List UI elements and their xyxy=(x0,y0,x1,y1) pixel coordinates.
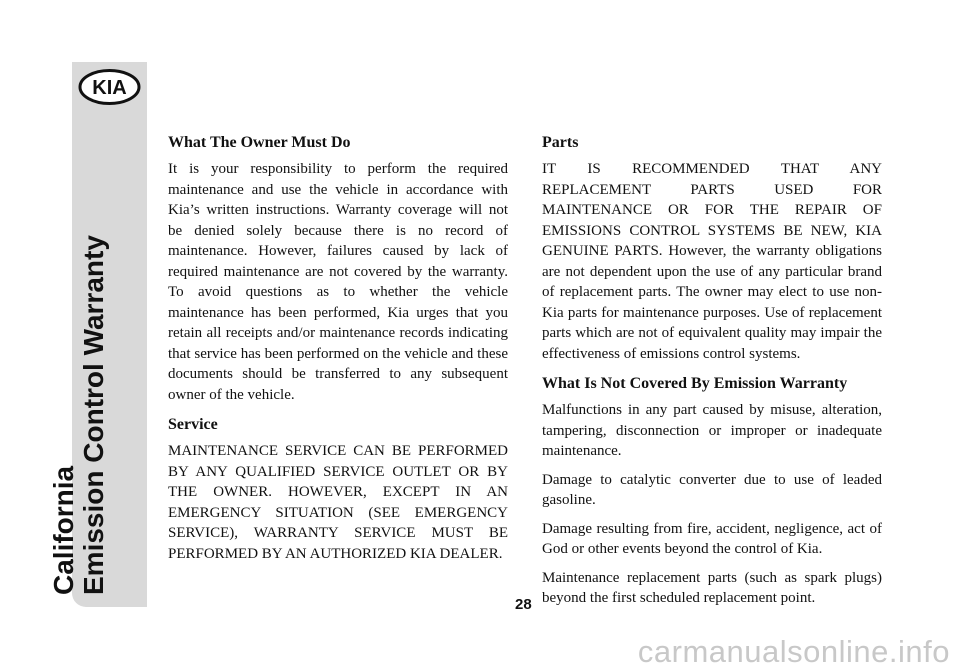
heading-parts: Parts xyxy=(542,134,579,151)
section-title-line2: Emission Control Warranty xyxy=(78,235,109,595)
heading-service: Service xyxy=(168,416,218,433)
kia-logo-text: KIA xyxy=(92,77,127,99)
parts-paragraph: IT IS RECOMMENDED THAT ANY REPLACEMENT PARTS USED FOR MAINTENANCE OR FOR THE REPAIR OF EMISSIONS CONTROL SYSTEMS BE NEW, KIA GENUINE PARTS. However, the warranty obligations are not dependent upon the use of any particular brand of replacement parts. The owner may elect to use non-Kia parts for maintenance purposes. Use of replacement parts which are not of equivalent quality may impair the effectiveness of emissions control systems. xyxy=(542,161,882,362)
page-number: 28 xyxy=(515,596,532,613)
right-column xyxy=(542,133,882,617)
owner-must-do-paragraph: It is your responsibility to perform the required maintenance and use the vehicle in accordance with Kia’s written instructions. Warranty coverage will not be denied solely because there is no record of maintenance. However, failures caused by lack of required maintenance are not covered by the warranty. To avoid questions as to whether the vehicle maintenance has been performed, Kia urges that you retain all receipts and/or maintenance records indicating that service has been performed on the vehicle and these documents should be transferred to any subsequent owner of the vehicle. xyxy=(168,161,508,403)
not-covered-item: Damage resulting from fire, accident, negligence, act of God or other events beyond the control of Kia. xyxy=(542,520,882,557)
not-covered-item: Malfunctions in any part caused by misuse, alteration, tampering, disconnection or improper or inadequate maintenance. xyxy=(542,402,882,459)
kia-logo xyxy=(78,68,141,106)
heading-owner-must-do: What The Owner Must Do xyxy=(168,134,351,151)
side-tab xyxy=(48,62,147,607)
left-column xyxy=(168,133,508,572)
not-covered-item: Damage to catalytic converter due to use of leaded gasoline. xyxy=(542,471,882,508)
not-covered-item: Maintenance replacement parts (such as spark plugs) beyond the first scheduled replacement point. xyxy=(542,569,882,606)
section-title xyxy=(49,235,109,595)
service-paragraph: MAINTENANCE SERVICE CAN BE PERFORMED BY ANY QUALIFIED SERVICE OUTLET OR BY THE OWNER. HOWEVER, EXCEPT IN AN EMERGENCY SITUATION (SEE EMERGENCY SERVICE), WARRANTY SERVICE MUST BE PERFORMED BY AN AUTHORIZED KIA DEALER. xyxy=(168,443,508,562)
watermark: carmanualsonline.info xyxy=(637,634,950,669)
section-title-line1: California xyxy=(48,465,79,595)
heading-not-covered: What Is Not Covered By Emission Warranty xyxy=(542,375,848,392)
